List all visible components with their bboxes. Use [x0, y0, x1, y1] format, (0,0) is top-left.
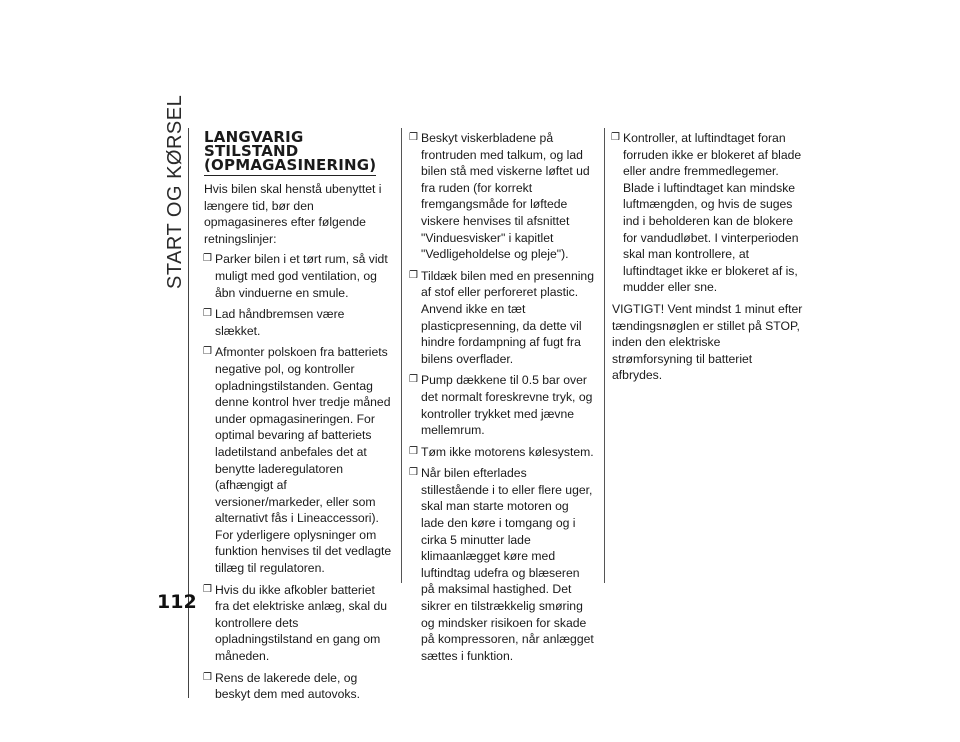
- warning-paragraph: VIGTIGT! Vent mindst 1 minut efter tændingsnøglen er stillet på STOP, inden den elektriske strømforsyning til batteriet afbrydes.: [612, 301, 803, 383]
- list-item: ❒ Tøm ikke motorens kølesystem.: [409, 444, 594, 459]
- bullet-list-3: [612, 130, 804, 296]
- list-item: ❒ Parker bilen i et tørt rum, så vidt muligt med god ventilation, og åbn vinduerne en smule.: [203, 252, 388, 300]
- section-tab: [163, 94, 189, 289]
- list-item: ❒ Tildæk bilen med en presenning af stof eller perforeret plastic. Anvend ikke en tæt plasticpresenning, da dette vil hindre fordampning af fugt fra bilens overflader.: [409, 268, 594, 366]
- list-item: ❒ Afmonter polskoen fra batteriets negative pol, og kontroller opladningstilstanden. Gentag denne kontrol hver tredje måned under opmagasineringen. For optimal bevaring af batteriets ladetilstand anbefales det at benytte laderegulatoren (afhængigt af versioner/markeder, eller som alternativt fås i Lineaccessori). For yderligere oplysninger om funktion henvises til det vedlagte tillæg til regulatoren.: [203, 345, 392, 576]
- checkbox-bullet-icon: ❒: [203, 671, 212, 683]
- page-number: 112: [157, 591, 197, 613]
- list-item: ❒ Pump dækkene til 0.5 bar over det normalt foreskrevne tryk, og kontroller trykket med jævne mellemrum.: [409, 373, 593, 438]
- list-item: ❒ Kontroller, at luftindtaget foran forruden ikke er blokeret af blade eller andre fremmedlegemer. Blade i luftindtaget kan mindske luftmængden, og hvis de suges ind i beholderen kan de blokere for vandudløbet. I vinterperioden skal man kontrollere, at luftindtaget ikke er blokeret af is, mudder eller sne.: [611, 131, 802, 295]
- section-label: START OG KØRSEL: [164, 94, 186, 289]
- intro-paragraph: Hvis bilen skal henstå ubenyttet i længere tid, bør den opmagasineres efter følgende retningslinjer:: [204, 182, 382, 246]
- checkbox-bullet-icon: ❒: [203, 308, 212, 320]
- list-item: ❒ Lad håndbremsen være slækket.: [203, 307, 345, 338]
- checkbox-bullet-icon: ❒: [409, 374, 418, 386]
- list-item: ❒ Hvis du ikke afkobler batteriet fra det elektriske anlæg, skal du kontrollere dets opladningstilstand en gang om måneden.: [203, 582, 388, 664]
- column-3: [612, 130, 804, 388]
- list-item: ❒ Rens de lakerede dele, og beskyt dem med autovoks.: [203, 670, 360, 702]
- column-divider-1: [401, 128, 402, 583]
- list-item: ❒ Når bilen efterlades stillestående i to eller flere uger, skal man starte motoren og lade den køre i tomgang og i cirka 5 minutter lade klimaanlægget køre med luftindtag udefra og blæseren på maksimal hastighed. Det sikrer en tilstrækkelig smøring og mindsker risikoen for skade på kompressoren, når anlægget sættes i funktion.: [409, 466, 594, 663]
- section-heading: LANGVARIG STILSTAND (OPMAGASINERING): [204, 128, 377, 174]
- checkbox-bullet-icon: ❒: [203, 346, 212, 358]
- checkbox-bullet-icon: ❒: [409, 445, 418, 457]
- bullet-list-1: [204, 251, 392, 702]
- checkbox-bullet-icon: ❒: [409, 132, 418, 143]
- list-item: ❒ Beskyt viskerbladene på frontruden med talkum, og lad bilen stå med viskerne løftet ud fra ruden (for korrekt fremgangsmåde for løftede viskere henvises til afsnittet "Vinduesvisker" i kapitlet "Vedligeholdelse og pleje").: [409, 131, 590, 262]
- checkbox-bullet-icon: ❒: [203, 253, 212, 265]
- checkbox-bullet-icon: ❒: [409, 269, 418, 281]
- checkbox-bullet-icon: ❒: [409, 467, 418, 479]
- column-divider-2: [604, 128, 605, 583]
- column-2: [410, 130, 594, 669]
- bullet-list-2: [410, 130, 594, 664]
- column-1: [204, 130, 392, 708]
- checkbox-bullet-icon: ❒: [203, 583, 212, 595]
- checkbox-bullet-icon: ❒: [611, 132, 620, 143]
